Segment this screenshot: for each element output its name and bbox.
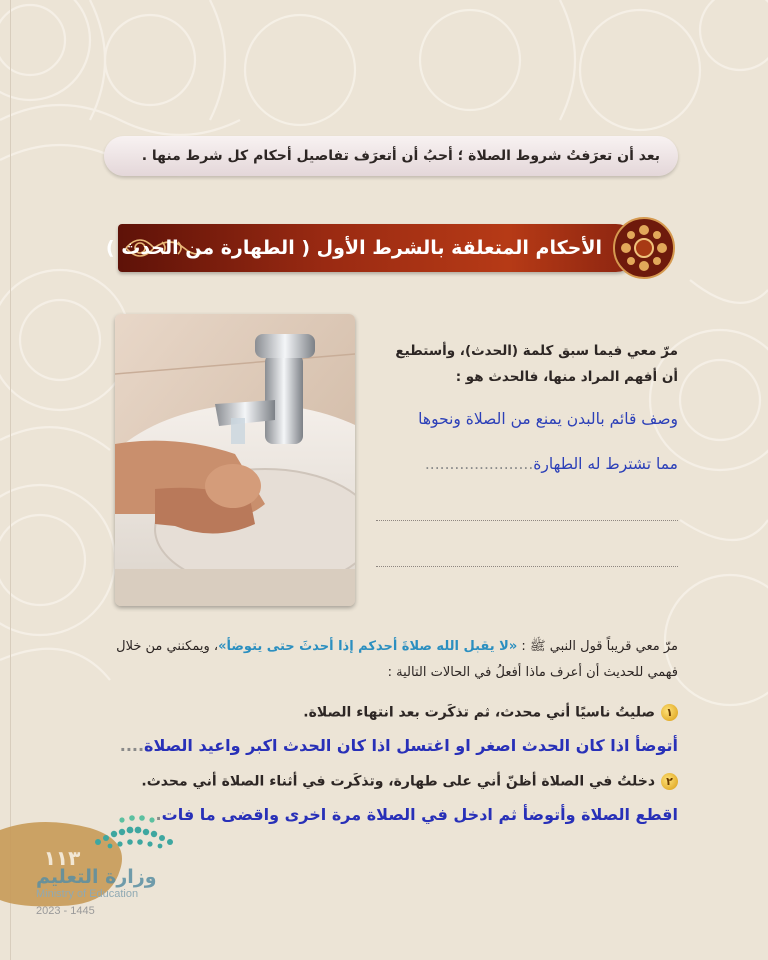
number-badge-2: ٢ — [661, 773, 678, 790]
definition-answer-1-text: وصف قائم بالبدن يمنع من الصلاة ونحوها — [418, 410, 678, 428]
answer-1-text: أتوضأ اذا كان الحدث اصغر او اغتسل اذا كان الحدث اكبر واعيد الصلاة — [144, 736, 678, 755]
section-banner — [105, 224, 638, 272]
margin-line — [10, 0, 11, 960]
medallion-icon — [612, 216, 676, 280]
hadith-quote: «لا يقبل الله صلاةَ أحدكم إذا أحدثَ حتى يتوضأ» — [218, 639, 518, 654]
page-number: ١١٣ — [43, 846, 81, 870]
hadith-before: مرّ معي قريباً قول النبي ﷺ : — [517, 639, 678, 654]
hadith-paragraph — [88, 634, 678, 686]
intro-bar: بعد أن تعرَفتُ شروط الصلاة ؛ أحبُ أن أتعرَف تفاصيل أحكام كل شرط منها . — [104, 136, 678, 176]
year-label: 2023 - 1445 — [36, 905, 95, 917]
ministry-name-ar: وزارة التعليم — [36, 866, 157, 888]
answer-1 — [78, 736, 678, 755]
definition-answer-2-text: مما تشترط له الطهارة — [533, 455, 678, 473]
handwashing-photo — [115, 314, 355, 606]
number-badge-1: ١ — [661, 704, 678, 721]
dotted-answer-line — [376, 520, 678, 522]
ministry-name-en: Ministry of Education — [36, 888, 139, 900]
ministry-logo-icon — [92, 812, 182, 856]
definition-intro: مرّ معي فيما سبق كلمة (الحدث)، وأستطيع أن أفهم المراد منها، فالحدث هو : — [395, 343, 678, 385]
question-1 — [78, 704, 678, 721]
dot-leader: .... — [119, 736, 145, 755]
definition-answer-line-2 — [378, 455, 678, 485]
question-2-text: دخلتُ في الصلاة أظنّ أني على طهارة، وتذكَرت في أثناء الصلاة أني محدث. — [141, 773, 655, 790]
question-2 — [78, 773, 678, 790]
answer-2-text: اقطع الصلاة وأتوضأ ثم ادخل في الصلاة مرة اخرى واقضى ما فات — [161, 805, 678, 824]
hadith-after: ، ويمكنني من خلال فهمي للحديث أن أعرف ماذا أفعلُ في الحالات التالية : — [116, 639, 678, 680]
definition-answer-line-1 — [378, 410, 678, 440]
dot-leader: . — [155, 805, 162, 824]
dot-leader: ...................... — [424, 455, 534, 473]
dotted-answer-line — [376, 566, 678, 568]
section-title: الأحكام المتعلقة بالشرط الأول ( الطهارة من الحدث ) — [105, 237, 602, 259]
question-1-text: صليتُ ناسيًا أني محدث، ثم تذكَرت بعد انتهاء الصلاة. — [303, 704, 655, 721]
